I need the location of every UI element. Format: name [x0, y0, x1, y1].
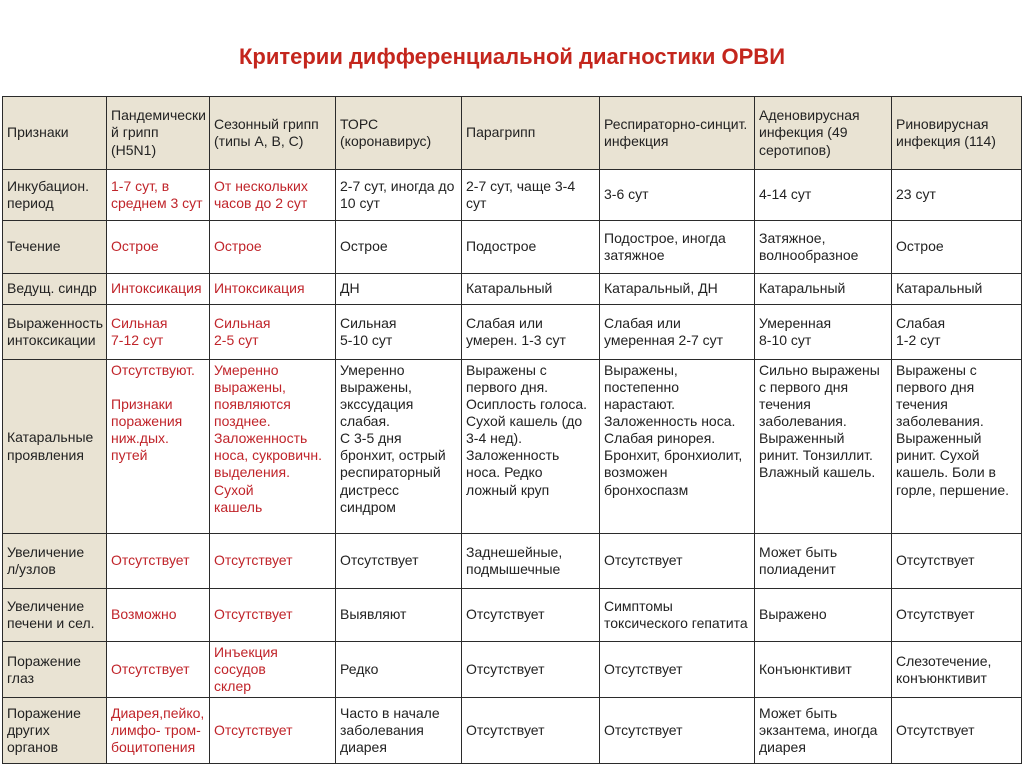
table-cell: Интоксикация	[107, 274, 210, 305]
table-cell: Острое	[210, 221, 336, 274]
table-cell: Отсутствует	[336, 534, 462, 589]
table-cell: Слезотечение, конъюнктивит	[892, 642, 1022, 698]
header-cell: Признаки	[3, 97, 107, 170]
table-cell: Возможно	[107, 589, 210, 642]
table-cell: Редко	[336, 642, 462, 698]
row-label: Инкубацион. период	[3, 170, 107, 221]
table-cell: Слабая 1-2 сут	[892, 305, 1022, 360]
table-cell: Отсутствуют. Признаки поражения ниж.дых. путей	[107, 360, 210, 534]
table-cell: Отсутствует	[107, 642, 210, 698]
table-cell: Выражены с первого дня течения заболевания. Выраженный ринит. Сухой кашель. Боли в горле, першение.	[892, 360, 1022, 534]
table-cell: Отсутствует	[600, 698, 755, 764]
table-row	[3, 221, 1022, 274]
diagnosis-table	[2, 96, 1022, 764]
table-cell: Сильная 2-5 сут	[210, 305, 336, 360]
table-cell: Умеренно выражены, экссудация слабая. С 3-5 дня бронхит, острый респираторный дистресс синдром	[336, 360, 462, 534]
header-cell: Аденовирусная инфекция (49 серотипов)	[755, 97, 892, 170]
table-cell: Острое	[892, 221, 1022, 274]
header-cell: ТОРС (коронавирус)	[336, 97, 462, 170]
row-label: Ведущ. синдр	[3, 274, 107, 305]
table-cell: Часто в начале заболевания диарея	[336, 698, 462, 764]
table-cell: Умеренная 8-10 сут	[755, 305, 892, 360]
table-cell: Сильная 5-10 сут	[336, 305, 462, 360]
header-row	[3, 97, 1022, 170]
table-cell: Отсутствует	[462, 589, 600, 642]
table-cell: Диарея,пейко, лимфо- тром- боцитопения	[107, 698, 210, 764]
table-cell: ДН	[336, 274, 462, 305]
table-cell: Выражены с первого дня. Осиплость голоса. Сухой кашель (до 3-4 нед). Заложенность носа. Редко ложный круп	[462, 360, 600, 534]
table-cell: Отсутствует	[210, 698, 336, 764]
table-cell: Выявляют	[336, 589, 462, 642]
row-label: Выраженность интоксикации	[3, 305, 107, 360]
table-cell: Катаральный	[462, 274, 600, 305]
table-row	[3, 170, 1022, 221]
table-cell: Острое	[107, 221, 210, 274]
table-cell: Отсутствует	[107, 534, 210, 589]
table-cell: Инъекция сосудов склер	[210, 642, 336, 698]
row-label: Увеличение печени и сел.	[3, 589, 107, 642]
table-cell: Может быть экзантема, иногда диарея	[755, 698, 892, 764]
table-row	[3, 589, 1022, 642]
header-cell: Парагрипп	[462, 97, 600, 170]
header-cell: Риновирусная инфекция (114)	[892, 97, 1022, 170]
table-cell: Симптомы токсического гепатита	[600, 589, 755, 642]
table-cell: Слабая или умеренная 2-7 сут	[600, 305, 755, 360]
page-title: Критерии дифференциальной диагностики ОРВИ	[238, 44, 786, 69]
table-cell: Отсутствует	[462, 642, 600, 698]
table-cell: 23 сут	[892, 170, 1022, 221]
table-row	[3, 642, 1022, 698]
table-row	[3, 274, 1022, 305]
table-cell: 2-7 сут, чаще 3-4 сут	[462, 170, 600, 221]
table-cell: Отсутствует	[462, 698, 600, 764]
table-cell: Интоксикация	[210, 274, 336, 305]
table-cell: Катаральный, ДН	[600, 274, 755, 305]
table-cell: 1-7 сут, в среднем 3 сут	[107, 170, 210, 221]
table-cell: Отсутствует	[600, 534, 755, 589]
header-cell: Пандемически й грипп (H5N1)	[107, 97, 210, 170]
header-cell: Респираторно-синцит. инфекция	[600, 97, 755, 170]
row-label: Поражение глаз	[3, 642, 107, 698]
table-cell: Затяжное, волнообразное	[755, 221, 892, 274]
table-cell: Сильная 7-12 сут	[107, 305, 210, 360]
table-cell: От нескольких часов до 2 сут	[210, 170, 336, 221]
table-cell: Подострое, иногда затяжное	[600, 221, 755, 274]
table-cell: Катаральный	[755, 274, 892, 305]
table-cell: Отсутствует	[600, 642, 755, 698]
table-cell: Отсутствует	[892, 698, 1022, 764]
table-cell: 3-6 сут	[600, 170, 755, 221]
row-label: Катаральные проявления	[3, 360, 107, 534]
table-cell: Сильно выражены с первого дня течения заболевания. Выраженный ринит. Тонзиллит. Влажный кашель.	[755, 360, 892, 534]
table-row	[3, 698, 1022, 764]
table-cell: Выражено	[755, 589, 892, 642]
row-label: Увеличение л/узлов	[3, 534, 107, 589]
table-cell: Отсутствует	[210, 589, 336, 642]
header-cell: Сезонный грипп (типы A, B, C)	[210, 97, 336, 170]
table-cell: Умеренно выражены, появляются позднее. Заложенность носа, сукровичн. выделения. Сухой кашель	[210, 360, 336, 534]
row-label: Поражение других органов	[3, 698, 107, 764]
table-row	[3, 360, 1022, 534]
table-row	[3, 305, 1022, 360]
table-cell: Слабая или умерен. 1-3 сут	[462, 305, 600, 360]
table-cell: Выражены, постепенно нарастают. Заложенность носа. Слабая ринорея. Бронхит, бронхиолит, возможен бронхоспазм	[600, 360, 755, 534]
table-cell: Отсутствует	[892, 589, 1022, 642]
row-label: Течение	[3, 221, 107, 274]
table-cell: 4-14 сут	[755, 170, 892, 221]
table-cell: Отсутствует	[892, 534, 1022, 589]
table-row	[3, 534, 1022, 589]
table-cell: 2-7 сут, иногда до 10 сут	[336, 170, 462, 221]
table-cell: Подострое	[462, 221, 600, 274]
table-cell: Отсутствует	[210, 534, 336, 589]
table-cell: Может быть полиаденит	[755, 534, 892, 589]
table-cell: Заднешейные, подмышечные	[462, 534, 600, 589]
table-cell: Катаральный	[892, 274, 1022, 305]
table-cell: Острое	[336, 221, 462, 274]
table-cell: Конъюнктивит	[755, 642, 892, 698]
